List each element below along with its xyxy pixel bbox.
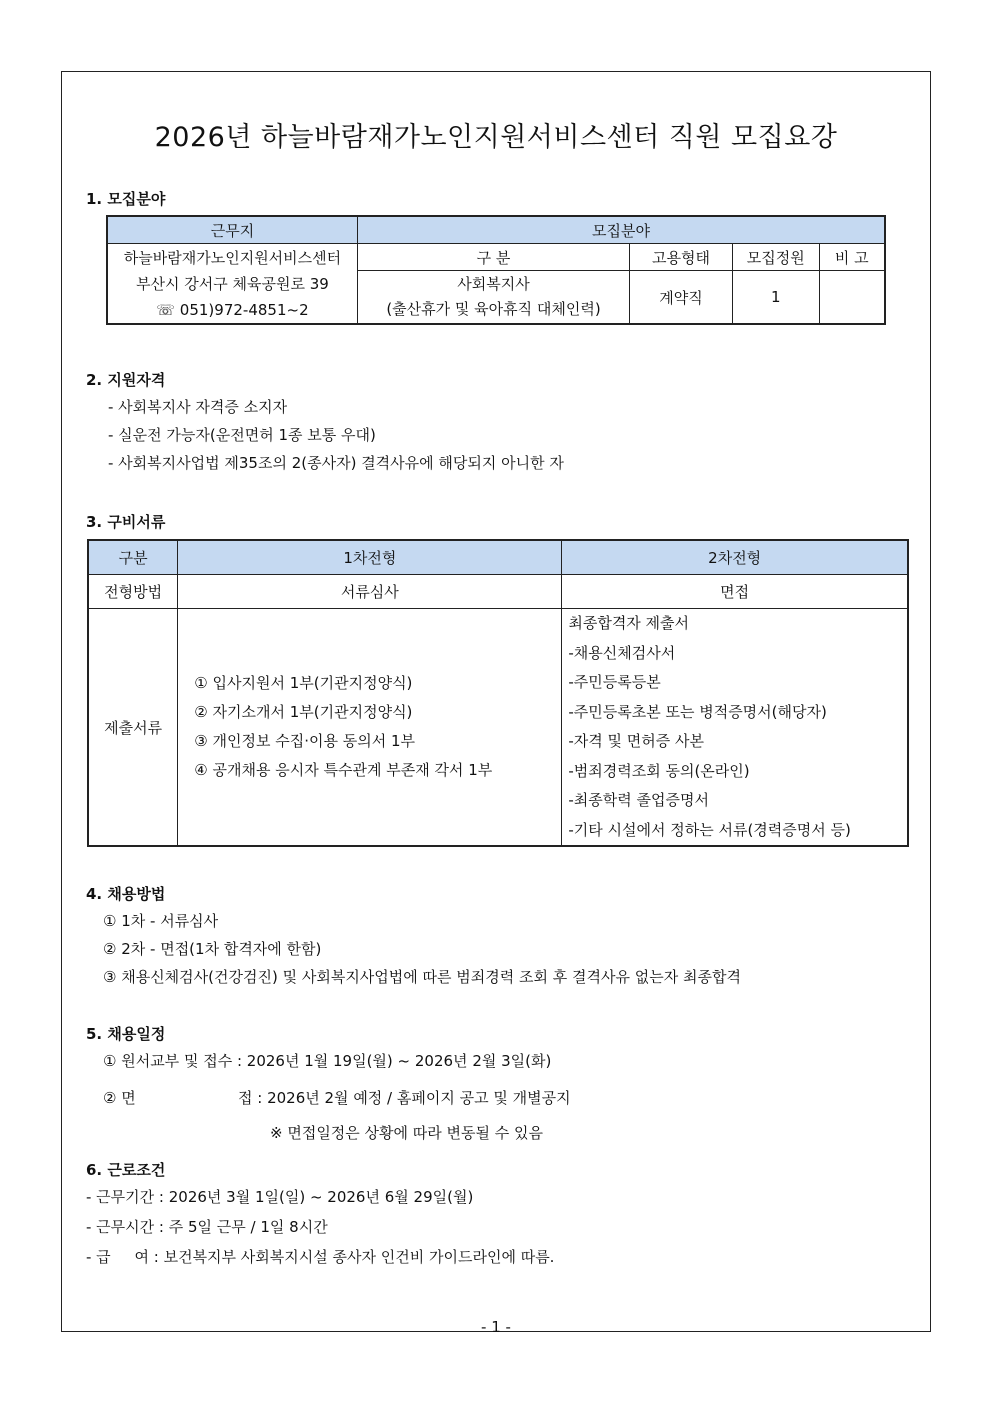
note-cell: [819, 271, 885, 325]
col-note-header: 비 고: [819, 244, 885, 271]
method-first: 서류심사: [178, 575, 562, 609]
method-item: ③ 채용신체검사(건강검진) 및 사회복지사업법에 따른 범죄경력 조회 후 결격사유 없는자 최종합격: [103, 968, 741, 986]
method-item: ① 1차 - 서류심사: [103, 912, 219, 930]
condition-item: - 근무기간 : 2026년 3월 1일(일) ~ 2026년 6월 29일(월): [86, 1188, 474, 1206]
category-line2: (출산휴가 및 육아휴직 대체인력): [386, 300, 601, 318]
schedule-item: ① 원서교부 및 접수 : 2026년 1월 19일(월) ~ 2026년 2월 3일(화): [103, 1052, 552, 1070]
second-doc-item: -기타 시설에서 정하는 서류(경력증명서 등): [568, 820, 851, 839]
col-workplace-header: 근무지: [107, 216, 357, 244]
recruitment-field-table: [106, 215, 886, 325]
second-doc-item: -자격 및 면허증 사본: [568, 732, 704, 750]
second-docs-cell: [562, 609, 908, 847]
col-category-header: 구분: [88, 540, 178, 575]
col-count-header: 모집정원: [732, 244, 819, 271]
page-title: 2026년 하늘바람재가노인지원서비스센터 직원 모집요강: [154, 122, 838, 153]
second-doc-item: 최종합격자 제출서: [568, 614, 690, 632]
qualification-item: - 실운전 가능자(운전면허 1종 보통 우대): [108, 426, 376, 444]
method-item: ② 2차 - 면접(1차 합격자에 한함): [103, 940, 322, 958]
schedule-item-label: ② 면: [103, 1089, 136, 1107]
documents-table: [87, 539, 909, 847]
method-label: 전형방법: [88, 575, 178, 609]
qualification-item: - 사회복지사업법 제35조의 2(종사자) 결격사유에 해당되지 아니한 자: [108, 454, 564, 472]
section5-heading: 5. 채용일정: [86, 1025, 166, 1043]
second-doc-item: -최종학력 졸업증명서: [568, 791, 709, 809]
first-doc-item: ④ 공개채용 응시자 특수관계 부존재 각서 1부: [194, 761, 493, 779]
first-doc-item: ① 입사지원서 1부(기관지정양식): [194, 674, 413, 692]
count-cell: 1: [732, 271, 819, 325]
schedule-note: ※ 면접일정은 상황에 따라 변동될 수 있음: [270, 1124, 544, 1142]
qualification-item: - 사회복지사 자격증 소지자: [108, 398, 288, 416]
col-second-stage-header: 2차전형: [562, 540, 908, 575]
second-doc-item: -주민등록등본: [568, 673, 661, 691]
method-second: 면접: [562, 575, 908, 609]
second-doc-item: -범죄경력조회 동의(온라인): [568, 761, 750, 780]
section1-heading: 1. 모집분야: [86, 190, 166, 208]
first-doc-item: ② 자기소개서 1부(기관지정양식): [194, 703, 413, 721]
page-number: - 1 -: [481, 1318, 511, 1336]
first-docs-cell: [178, 609, 562, 847]
col-field-header: 모집분야: [357, 216, 885, 244]
category-line1: 사회복지사: [457, 275, 530, 293]
section3-heading: 3. 구비서류: [86, 513, 166, 531]
schedule-item: 접 : 2026년 2월 예정 / 홈페이지 공고 및 개별공지: [238, 1089, 571, 1107]
col-first-stage-header: 1차전형: [178, 540, 562, 575]
condition-item: - 근무시간 : 주 5일 근무 / 1일 8시간: [86, 1218, 328, 1236]
workplace-address: 부산시 강서구 체육공원로 39: [136, 274, 329, 293]
section2-heading: 2. 지원자격: [86, 371, 166, 389]
workplace-phone: ☏ 051)972-4851~2: [156, 300, 309, 319]
employment-cell: 계약직: [630, 271, 733, 325]
first-doc-item: ③ 개인정보 수집·이용 동의서 1부: [194, 732, 416, 750]
workplace-cell: [107, 244, 357, 325]
workplace-name: 하늘바람재가노인지원서비스센터: [123, 248, 342, 267]
section4-heading: 4. 채용방법: [86, 885, 166, 903]
docs-label: 제출서류: [88, 609, 178, 847]
section6-heading: 6. 근로조건: [86, 1161, 166, 1179]
category-cell: [357, 271, 629, 325]
col-employment-header: 고용형태: [630, 244, 733, 271]
col-category-header: 구 분: [357, 244, 629, 271]
second-doc-item: -채용신체검사서: [568, 643, 676, 662]
second-doc-item: -주민등록초본 또는 병적증명서(해당자): [568, 702, 827, 721]
condition-item: - 급 여 : 보건복지부 사회복지시설 종사자 인건비 가이드라인에 따름.: [86, 1248, 555, 1266]
